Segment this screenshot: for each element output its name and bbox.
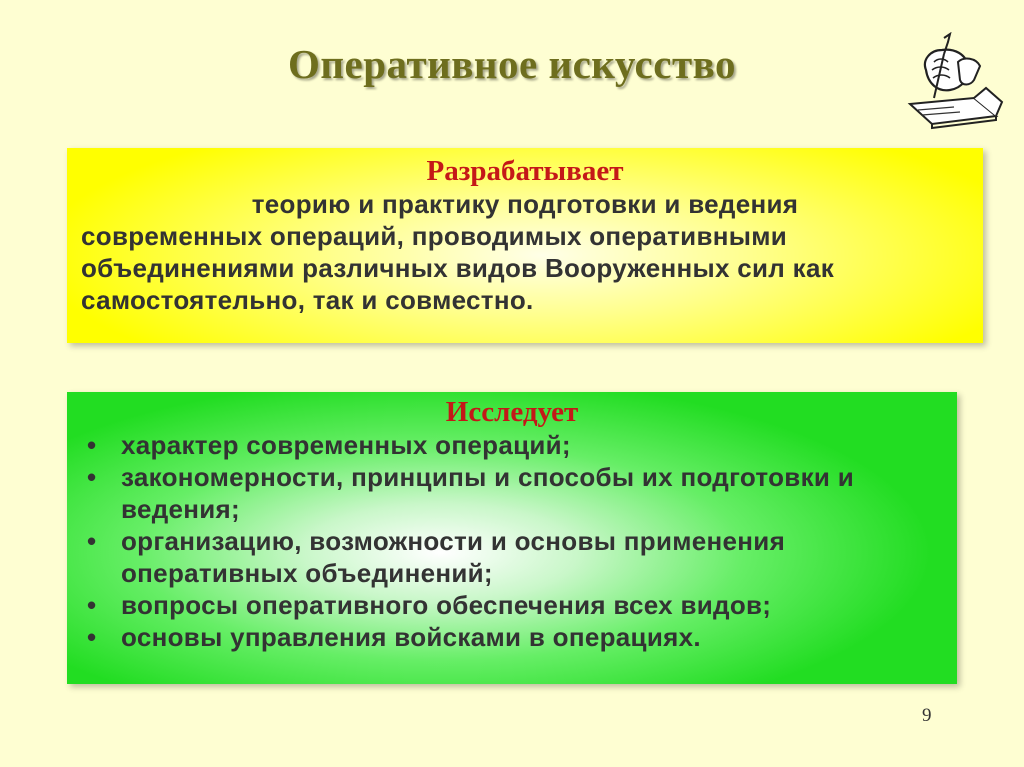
bullet-icon: • xyxy=(87,526,97,556)
list-item-text: вопросы оперативного обеспечения всех видов; xyxy=(121,590,772,620)
bullet-icon: • xyxy=(87,430,97,460)
develops-text xyxy=(81,188,969,316)
studies-box xyxy=(67,392,957,684)
list-item-text: основы управления войсками в операциях. xyxy=(121,622,701,652)
develops-heading: Разрабатывает xyxy=(426,155,624,187)
bullet-icon: • xyxy=(87,462,97,492)
list-item xyxy=(83,429,941,461)
bullet-icon: • xyxy=(87,590,97,620)
bullet-icon: • xyxy=(87,622,97,652)
develops-box xyxy=(67,148,983,343)
list-item xyxy=(83,621,941,653)
list-item-text: организацию, возможности и основы применения оперативных объединений; xyxy=(121,526,786,588)
list-item xyxy=(83,525,941,589)
develops-text-rest: современных операций, проводимых оперативными объединениями различных видов Вооруженных сил как самостоятельно, так и совместно. xyxy=(81,221,835,315)
list-item xyxy=(83,461,941,525)
list-item-text: закономерности, принципы и способы их подготовки и ведения; xyxy=(121,462,854,524)
list-item xyxy=(83,589,941,621)
develops-text-line1: теорию и практику подготовки и ведения xyxy=(251,189,799,219)
slide-title: Оперативное искусство xyxy=(288,41,736,87)
studies-list xyxy=(83,429,941,653)
page-number: 9 xyxy=(922,705,932,726)
hand-writing-with-quill-icon xyxy=(904,32,1004,130)
studies-heading: Исследует xyxy=(445,396,579,428)
list-item-text: характер современных операций; xyxy=(121,430,571,460)
